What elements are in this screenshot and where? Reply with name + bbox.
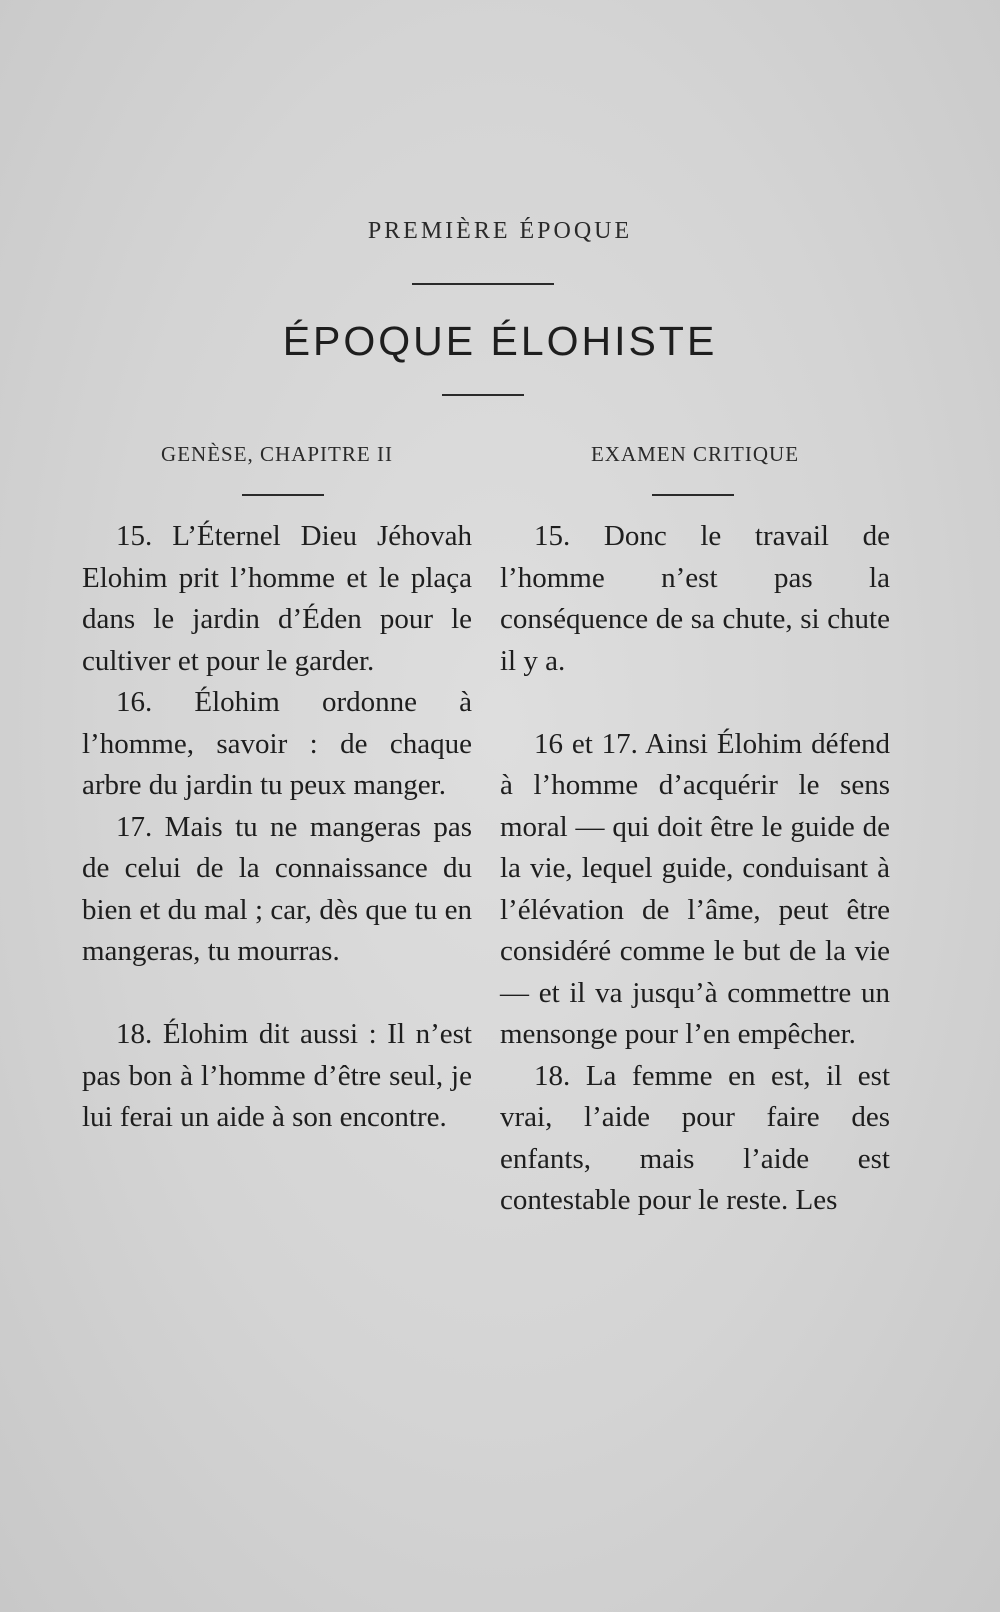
left-heading-rule — [242, 494, 324, 496]
verse-15: 15. L’Éternel Dieu Jéhovah Elohim prit l’homme et le plaça dans le jardin d’Éden pour le cultiver et pour le garder. — [82, 520, 472, 677]
scripture-column — [82, 516, 472, 1139]
commentary-column — [500, 516, 890, 1222]
paragraph-gap — [500, 682, 890, 724]
commentary-16-17: 16 et 17. Ainsi Élohim défend à l’homme d’acquérir le sens moral — qui doit être le guide de la vie, lequel guide, conduisant à l’élévation de l’âme, peut être considéré comme le but de la vie — et il va jusqu’à commettre un mensonge pour l’en empêcher. — [500, 727, 890, 1050]
title-top-rule — [412, 283, 554, 285]
title-bottom-rule — [442, 394, 524, 396]
running-head: PREMIÈRE ÉPOQUE — [367, 218, 633, 244]
verse-18: 18. Élohim dit aussi : Il n’est pas bon à l’homme d’être seul, je lui ferai un aide à son encontre. — [82, 1018, 472, 1133]
commentary-15: 15. Donc le travail de l’homme n’est pas la conséquence de sa chute, si chute il y a. — [500, 520, 890, 677]
left-column-heading: GENÈSE, CHAPITRE II — [161, 442, 393, 466]
right-column-heading: EXAMEN CRITIQUE — [590, 442, 800, 466]
commentary-18: 18. La femme en est, il est vrai, l’aide pour faire des enfants, mais l’aide est contestable pour le reste. Les — [500, 1059, 890, 1216]
verse-16: 16. Élohim ordonne à l’homme, savoir : de chaque arbre du jardin tu peux manger. — [82, 686, 472, 801]
verse-17: 17. Mais tu ne mangeras pas de celui de la connaissance du bien et du mal ; car, dès que tu en mangeras, tu mourras. — [82, 810, 472, 967]
right-heading-rule — [652, 494, 734, 496]
page-title: ÉPOQUE ÉLOHISTE — [282, 318, 718, 364]
paragraph-gap — [82, 973, 472, 1015]
